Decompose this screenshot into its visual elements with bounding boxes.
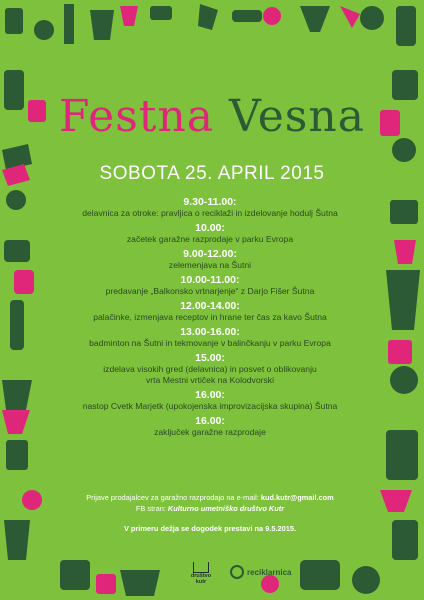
reciklarnica-logo-text: reciklarnica bbox=[247, 567, 292, 577]
bicycle-icon bbox=[386, 430, 418, 480]
racket-icon bbox=[6, 190, 26, 210]
bucket-icon bbox=[90, 10, 114, 40]
event-description-line: vrta Mestni vrtiček na Kolodvorski bbox=[146, 375, 274, 385]
schedule-list bbox=[60, 196, 360, 441]
event-description-line: badminton na Šutni in tekmovanje v balinčkanju v parku Evropa bbox=[89, 338, 331, 348]
shoe-icon bbox=[150, 6, 172, 20]
event-description bbox=[60, 208, 360, 219]
drum-icon bbox=[120, 570, 160, 596]
email-link[interactable]: kud.kutr@gmail.com bbox=[260, 493, 334, 502]
event-description-line: zelemenjava na Šutni bbox=[168, 260, 252, 270]
lamp-shade-icon bbox=[390, 366, 418, 394]
bottle-icon bbox=[5, 8, 23, 34]
chair-icon bbox=[392, 520, 418, 560]
registration-text: Prijave prodajalcev za garažno razprodajo na e-mail: bbox=[86, 493, 259, 502]
tool-icon bbox=[64, 4, 74, 44]
event-time: 10.00: bbox=[195, 222, 225, 234]
event-description-line: zaključek garažne razprodaje bbox=[154, 427, 266, 437]
fb-label: FB stran: bbox=[135, 504, 166, 513]
kutr-logo-text: društvo kutr bbox=[190, 573, 212, 585]
event-description-line: predavanje „Balkonsko vrtnarjenje“ z Darjo Fišer Šutna bbox=[105, 286, 315, 296]
lamp-icon bbox=[198, 4, 218, 30]
event-time: 16.00: bbox=[195, 415, 225, 427]
event-description bbox=[60, 286, 360, 297]
plate-icon bbox=[22, 490, 42, 510]
case-icon bbox=[300, 560, 340, 590]
basket-icon bbox=[2, 380, 32, 410]
event-time: 12.00-14.00: bbox=[180, 300, 240, 312]
helmet-icon bbox=[4, 240, 30, 262]
crate-icon bbox=[60, 560, 90, 590]
glove-icon bbox=[2, 410, 30, 434]
event-description bbox=[60, 427, 360, 438]
event-time: 16.00: bbox=[195, 389, 225, 401]
event-time: 9.00-12.00: bbox=[183, 248, 237, 260]
event-description-line: nastop Cvetk Marjetk (upokojenska improvizacijska skupina) Šutna bbox=[82, 401, 338, 411]
event-description-line: izdelava visokih gred (delavnica) in posvet o oblikovanju bbox=[103, 364, 317, 374]
bag-icon bbox=[10, 300, 24, 350]
event-time: 9.30-11.00: bbox=[183, 196, 237, 208]
event-description-line: začetek garažne razprodaje v parku Evropa bbox=[126, 234, 294, 244]
event-description bbox=[60, 234, 360, 245]
boot-icon bbox=[396, 6, 416, 46]
event-description-line: palačinke, izmenjava receptov in hrane ter čas za kavo Šutna bbox=[93, 312, 327, 322]
clock-icon bbox=[6, 440, 28, 470]
event-description-line: delavnica za otroke: pravljica o reciklaži in izdelovanje hodulj Šutna bbox=[82, 208, 338, 218]
wheel-icon bbox=[352, 566, 380, 594]
title-word-festna: Festna bbox=[59, 91, 215, 142]
radio-icon bbox=[390, 200, 418, 224]
fb-page-link[interactable]: Kulturno umetniško društvo Kutr bbox=[167, 504, 285, 513]
event-time: 13.00-16.00: bbox=[180, 326, 240, 338]
kutr-logo-mark bbox=[193, 562, 209, 573]
cushion-icon bbox=[388, 340, 412, 364]
ball-icon bbox=[34, 20, 54, 40]
apple-icon bbox=[263, 7, 281, 25]
event-description bbox=[60, 312, 360, 323]
event-description bbox=[60, 338, 360, 349]
bottle-pink-icon bbox=[394, 240, 416, 264]
info-line-fb bbox=[40, 503, 380, 514]
title-word-vesna: Vesna bbox=[229, 91, 365, 142]
event-date: SOBOTA 25. APRIL 2015 bbox=[99, 163, 325, 184]
gear-icon bbox=[360, 6, 384, 30]
ladder-icon bbox=[4, 520, 30, 560]
dress-icon bbox=[386, 270, 420, 330]
teapot-icon bbox=[120, 6, 138, 26]
bow-icon bbox=[340, 6, 360, 28]
box-icon bbox=[96, 574, 116, 594]
event-description bbox=[60, 260, 360, 271]
recycle-icon bbox=[230, 565, 244, 579]
event-time: 10.00-11.00: bbox=[180, 274, 240, 286]
event-time: 15.00: bbox=[195, 352, 225, 364]
info-block bbox=[40, 492, 380, 514]
iron-icon bbox=[232, 10, 262, 22]
hat-icon bbox=[14, 270, 34, 294]
page-title bbox=[0, 92, 424, 142]
event-description bbox=[60, 401, 360, 412]
logo-reciklarnica bbox=[230, 565, 291, 579]
event-description bbox=[60, 364, 360, 386]
logo-drustvo-kutr bbox=[186, 562, 216, 585]
vase-icon bbox=[300, 6, 330, 32]
info-line-registration bbox=[40, 492, 380, 503]
umbrella-icon bbox=[380, 490, 412, 512]
rain-notice: V primeru dežja se dogodek prestavi na 9.5.2015. bbox=[123, 524, 297, 533]
